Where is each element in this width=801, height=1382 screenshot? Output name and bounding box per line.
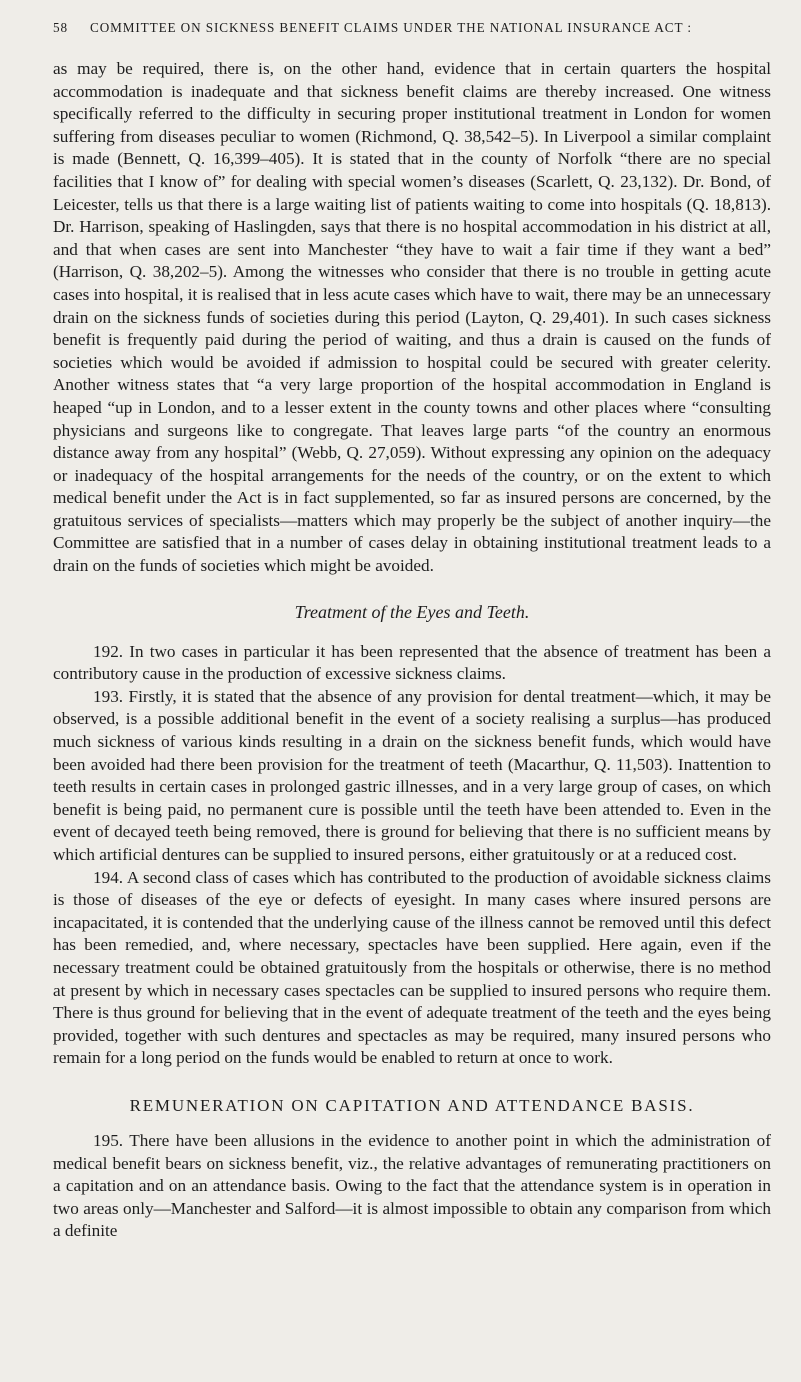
paragraph-193: 193. Firstly, it is stated that the absence of any provision for dental treatment—which, it may be observed, is a possible additional benefit in the event of a society realising a surplus—has produced much sickness of various kinds resulting in a drain on the sickness benefit funds, which would have been avoided had there been provision for the treatment of teeth (Macarthur, Q. 11,503). Inattention to teeth results in certain cases in prolonged gastric illnesses, and in a very large group of cases, on which benefit is being paid, no permanent cure is possible until the teeth have been attended to. Even in the event of decayed teeth being removed, there is ground for believing that there is no sufficient means by which artificial dentures can be supplied to insured persons, either gratuitously or at a reduced cost.	[53, 686, 771, 864]
page-number: 58	[53, 20, 68, 35]
paragraph-continued: as may be required, there is, on the other hand, evidence that in certain quarters the hospital accommodation is inadequate and that sickness benefit claims are thereby increased. One witness specifically referred to the difficulty in securing proper institutional treatment in London for women suffering from diseases peculiar to women (Richmond, Q. 38,542–5). In Liverpool a similar complaint is made (Bennett, Q. 16,399–405). It is stated that in the county of Norfolk “there are no special facilities that I know of” for dealing with special women’s diseases (Scarlett, Q. 23,132). Dr. Bond, of Leicester, tells us that there is a large waiting list of patients waiting to come into hospitals (Q. 18,813). Dr. Harrison, speaking of Haslingden, says that there is no hospital accommodation in his district at all, and that when cases are sent into Manchester “they have to wait a fair time if they want a bed” (Harrison, Q. 38,202–5). Among the witnesses who consider that there is no trouble in getting acute cases into hospital, it is realised that in less acute cases which have to wait, there may be an unnecessary drain on the sickness funds of societies during this period (Layton, Q. 29,401). In such cases sickness benefit is frequently paid during the period of waiting, and thus a drain is caused on the funds of societies which would be avoided if admission to hospital could be secured with greater celerity. Another witness states that “a very large proportion of the hospital accommodation in England is heaped “up in London, and to a lesser extent in the county towns and other places where “consulting physicians and surgeons like to congregate. That leaves large parts “of the country an enormous distance away from any hospital” (Webb, Q. 27,059). Without expressing any opinion on the adequacy or inadequacy of the hospital arrangements for the needs of the country, or on the extent to which medical benefit under the Act is in fact supplemented, so far as insured persons are concerned, by the gratuitous services of specialists—matters which may properly be the subject of another inquiry—the Committee are satisfied that in a number of cases delay in obtaining institutional treatment leads to a drain on the funds of societies which might be avoided.	[53, 59, 771, 576]
subheading-eyes-teeth: Treatment of the Eyes and Teeth.	[294, 601, 530, 622]
paragraph-194: 194. A second class of cases which has contributed to the production of avoidable sickness claims is those of diseases of the eye or defects of eyesight. In many cases where insured persons are incapacitated, it is contended that the underlying cause of the illness cannot be removed until this defect has been remedied, and, where necessary, spectacles have been supplied. Here again, even if the necessary treatment could be obtained gratuitously from the hospitals or otherwise, there is no method at present by which in necessary cases spectacles can be supplied to insured persons who require them. There is thus ground for believing that in the event of adequate treatment of the teeth and the eyes being provided, together with such dentures and spectacles as may be required, many insured persons who remain for a long period on the funds would be enabled to return at once to work.	[53, 867, 771, 1068]
section-heading-remuneration: REMUNERATION ON CAPITATION AND ATTENDANCE BASIS.	[129, 1095, 695, 1115]
paragraph-192: 192. In two cases in particular it has been represented that the absence of treatment has been a contributory cause in the production of excessive sickness claims.	[53, 641, 771, 684]
running-title: COMMITTEE ON SICKNESS BENEFIT CLAIMS UNDER THE NATIONAL INSURANCE ACT :	[90, 20, 692, 35]
running-header	[53, 20, 771, 36]
paragraph-195: 195. There have been allusions in the evidence to another point in which the administration of medical benefit bears on sickness benefit, viz., the relative advantages of remunerating practitioners on a capitation and on an attendance basis. Owing to the fact that the attendance system is in operation in two areas only—Manchester and Salford—it is almost impossible to obtain any comparison from which a definite	[53, 1130, 771, 1241]
